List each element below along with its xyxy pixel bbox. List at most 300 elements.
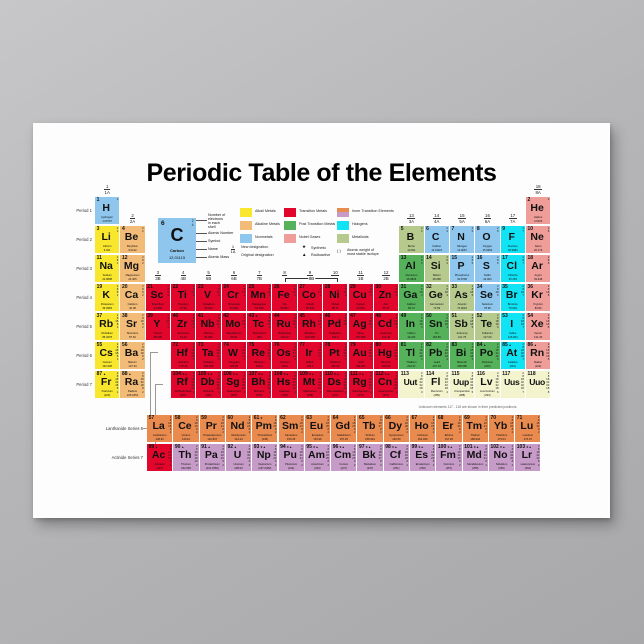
isotope-marker-icon: ★▲ [257,372,264,376]
element-mass: 65.37 [382,306,390,310]
electron-shells: 2 8 10 2 [191,284,195,298]
element-name: Polonium [481,360,494,364]
element-He [526,197,550,224]
element-symbol: Np [256,449,271,461]
electron-shells: 2 8 18 8 [546,284,550,298]
electron-shells: 2 [547,197,550,201]
electron-shells: 2 8 18 18 7 [520,313,524,330]
example-shells: 2 4 [191,219,194,227]
element-Md [463,444,488,471]
element-Te [475,313,499,340]
element-symbol: Tb [362,420,376,432]
element-name: Bismuth [457,360,467,364]
element-mass: 18.9984 [507,248,518,252]
element-mass: 164.930 [417,437,428,441]
element-name: Germanium [429,302,444,306]
element-Ga [399,284,423,311]
group-number: 11 [358,270,363,275]
electron-shells: 2 8 18 15 1 [292,313,296,330]
atomic-number: 25 [248,284,255,290]
atomic-number: 19 [96,284,103,290]
element-name: Hydrogen [101,215,113,219]
element-mass: 22.9898 [102,277,113,281]
example-atomic-number: 6 [161,219,165,227]
isotope-marker-icon: ★▲ [231,372,239,376]
electron-shells: 2 8 8 [547,255,550,266]
atomic-number: 100 ★▲ [437,444,453,450]
group-number: 14 [434,213,440,218]
atomic-number: 12 [121,255,128,261]
element-Yb [489,415,514,442]
element-Ag [349,313,373,340]
atomic-number: 81 [400,342,407,348]
element-name: Xenon [534,331,542,335]
element-name: Phosphorus [454,273,470,277]
atomic-number: 87 ▲ [96,371,106,377]
element-mass: 232.038 [181,466,191,470]
atomic-number: 97 ★▲ [358,444,372,450]
legend-label: Nobel Gases [299,234,321,239]
atomic-number: 49 [400,313,407,319]
element-mass: (258) [472,466,479,470]
element-In [399,313,423,340]
atomic-number: 101 ★▲ [464,444,480,450]
element-mass: 157.25 [339,437,348,441]
isotope-marker-icon: ▲ [482,343,487,347]
atomic-number: 95 ★▲ [306,444,319,450]
atomic-number: 57 [148,415,155,421]
element-name: Uranium [233,462,244,466]
electron-shells: 2 8 7 [522,255,524,266]
element-mass: (288) [458,393,466,397]
electron-shells: 2 8 18 32 22 9 2 [273,444,277,467]
element-No [489,444,514,471]
element-La [147,415,172,442]
element-symbol: Os [276,347,291,359]
group-number: 4 [182,270,185,275]
element-symbol: Y [153,318,161,330]
electron-shells: 2 8 18 28 8 2 [404,415,408,435]
atomic-number: 111 ★▲ [350,371,365,377]
element-name: Sodium [102,273,112,277]
element-symbol: Ge [428,289,443,301]
element-mass: (210) [509,364,516,368]
group-number: 2 [131,213,134,218]
legend-label: Alkali Metals [255,208,276,213]
element-mass: (252) [419,466,426,470]
element-symbol: Bi [455,347,467,359]
element-symbol: P [457,260,465,272]
element-name: Meitnerium [303,389,317,393]
isotope-marker-icon: ▲ [180,445,185,449]
element-Uus [501,371,525,398]
element-Ds [323,371,347,398]
element-Mg [120,255,144,282]
atomic-number: 37 [96,313,103,319]
electron-shells: 2 1 [116,226,119,234]
electron-shells: 2 8 18 27 8 2 [378,415,382,435]
electron-shells: 2 8 4 [446,255,448,266]
element-Ra [120,371,144,398]
isotope-marker-icon: ★ [259,416,263,420]
element-mass: 107.868 [355,335,366,339]
element-name: Thorium [181,462,191,466]
element-name: Gold [357,360,364,364]
element-mass: 126.904 [507,335,518,339]
isotope-marker-icon: ★▲ [446,445,453,449]
electron-shells: 2 8 18 25 9 2 [352,415,356,435]
element-name: Tin [434,331,439,335]
electron-shells: 2 8 18 32 25 9 2 [352,444,356,467]
atomic-number: 21 [147,284,153,290]
element-Ar [526,255,550,282]
atomic-number: 110 ★▲ [324,371,340,377]
element-name: Samarium [285,433,298,437]
electron-shells: 2 8 18 13 2 [267,313,271,330]
group-designation: 6B [231,276,237,281]
element-symbol: Ti [177,289,187,301]
group-label-9 [298,270,322,276]
element-mass: 151.96 [313,437,322,441]
element-name: Hafnium [178,360,189,364]
radioactive-label: Radioactive [311,253,331,257]
electron-shells: 2 8 18 32 32 18 5 [470,371,474,394]
electron-shells: 2 8 18 18 9 2 [168,415,172,435]
electron-shells: 2 8 9 2 [167,284,170,298]
electron-shells: 2 8 18 19 9 2 [194,415,198,435]
electron-shells: 2 8 13 2 [267,284,271,298]
atomic-number: 23 [197,284,204,290]
weight-note-label: Atomic weight of most stable isotope [347,248,379,256]
element-symbol: Sg [226,376,240,388]
electron-shells: 2 2 [142,226,144,234]
element-symbol: S [482,260,490,272]
group-label-8 [272,270,296,276]
electron-shells: 2 8 18 18 8 2 [140,342,144,362]
element-Uut [399,371,423,398]
element-mass: (268) [306,393,314,397]
element-symbol: La [152,420,165,432]
group-designation: 5A [459,219,465,224]
element-Zr [171,313,195,340]
element-Sr [120,313,144,340]
element-mass: 91.22 [179,335,187,339]
element-Ca [120,284,144,311]
element-mass: 92.906 [204,335,213,339]
isotope-marker-icon: ★▲ [498,445,506,449]
group-designation: 4A [434,219,440,224]
element-mass: (262) [205,393,212,397]
atomic-number: 90 ▲ [174,444,185,450]
atomic-number: 40 [172,313,179,319]
atomic-number: 71 [516,415,523,421]
atomic-number: 50 [426,313,432,319]
legend-label: Halogens [352,221,368,226]
element-Hf [171,342,195,369]
legend-label: Nonmetals [255,234,273,239]
element-name: Vanadium [202,302,215,306]
element-Au [349,342,373,369]
element-Uup [450,371,474,398]
element-mass: 78.96 [484,306,491,310]
atomic-number: 106 ★▲ [223,371,239,377]
callout-line [196,249,207,250]
element-mass: (262) [524,466,531,470]
group-designation: 7A [510,219,516,224]
electron-shells: 2 8 13 1 [241,284,246,298]
element-mass: 178.49 [179,364,188,368]
element-Fm [436,444,461,471]
legend-swatch-tm [284,208,296,217]
element-name: Einsteinium [415,462,430,466]
atomic-number: 24 [223,284,229,290]
element-symbol: Rg [352,376,367,388]
element-Rb [95,313,119,340]
atomic-number: 73 [197,342,204,348]
electron-shells: 2 8 18 1 [368,284,372,298]
element-mass: (244) [288,466,295,470]
isotope-marker-icon: ★▲ [259,445,266,449]
element-symbol: Ho [414,420,429,432]
element-name: Mercury [381,360,391,364]
element-Hs [272,371,296,398]
element-name: Carbon [432,244,442,248]
atomic-number: 96 ★▲ [332,444,345,450]
element-symbol: Uuo [529,377,546,387]
element-symbol: Ar [531,260,543,272]
electron-shells: 2 8 18 32 18 5 [470,342,474,362]
atomic-number: 59 [201,415,207,421]
electron-shells: 2 8 18 18 8 1 [115,342,119,362]
group-label-14 [425,213,449,224]
atomic-number: 28 [324,284,331,290]
element-B [399,226,423,253]
element-symbol: Te [480,318,493,330]
callout-atomic-number: Atomic Number [208,230,234,235]
atomic-number: 66 [385,415,391,421]
element-symbol: Mg [123,260,140,272]
element-name: Rubidium [101,331,113,335]
element-name: Scandium [151,302,164,306]
electron-shells: 2 8 18 32 14 2 [292,342,296,362]
element-Cm [331,444,356,471]
electron-shells: 2 8 18 32 32 10 2 [191,371,195,394]
element-mass: 144.24 [234,437,243,441]
element-symbol: Po [479,347,494,359]
element-symbol: Pd [327,318,342,330]
element-Se [475,284,499,311]
element-symbol: Ac [151,449,166,461]
group-number: 1 [105,184,109,189]
isotope-marker-icon: ★▲ [206,372,213,376]
element-name: Fluorine [507,244,518,248]
element-symbol: Md [466,449,482,461]
element-mass: (289) [433,393,440,397]
electron-shells: 2 8 6 [497,255,499,266]
atomic-number: 47 [350,313,356,319]
element-mass: 174.97 [523,437,532,441]
atomic-number: 2 [527,197,531,203]
element-symbol: Tm [466,420,483,432]
element-Nd [226,415,251,442]
atomic-number: 11 [96,255,102,261]
electron-shells: 2 8 18 32 11 2 [216,342,220,362]
electron-shells: 2 5 [471,226,474,234]
atomic-number: 82 [426,342,432,348]
atomic-number: 52 [476,313,483,319]
atomic-number: 114 [426,371,435,377]
electron-shells: 2 8 18 32 30 8 2 [457,444,461,467]
atomic-number: 70 [490,415,497,421]
element-symbol: Mo [225,318,241,330]
element-Pa [200,444,225,471]
element-symbol: Na [99,260,113,272]
example-symbol: C [170,225,184,245]
element-symbol: Db [200,376,215,388]
element-symbol: Ga [403,289,418,301]
electron-shells: 2 8 18 25 8 2 [325,415,330,435]
callout-line [196,233,207,234]
element-mass: 200.59 [381,364,391,368]
element-name: Lawrencium [520,462,536,466]
element-mass: (277) [382,393,390,397]
element-symbol: Lv [480,376,493,388]
element-Hg [374,342,398,369]
element-Dy [384,415,409,442]
element-symbol: Ra [124,376,139,388]
element-mass: 183.85 [229,364,239,368]
isotope-marker-icon: ★▲ [390,445,398,449]
isotope-marker-icon: ★▲ [307,372,315,376]
element-symbol: Am [307,449,325,461]
atomic-number: 113 [400,371,409,377]
element-Ir [298,342,322,369]
electron-shells: 2 8 18 32 20 9 2 [220,444,224,467]
element-Ni [323,284,347,311]
element-N [450,226,474,253]
group-label-3 [146,270,170,281]
element-mass: 20.179 [533,248,543,252]
electron-shells: 2 8 18 32 32 8 3 [536,444,540,467]
element-symbol: Ni [329,289,340,301]
legend-label: Inner Transition Elements [352,208,394,213]
group-label-12 [374,270,398,281]
element-symbol: Cl [506,260,518,272]
element-mass: 28.086 [432,277,441,281]
electron-shells: 2 8 18 18 3 [419,313,423,330]
atomic-number: 20 [121,284,128,290]
electron-shells: 2 6 [497,226,499,234]
element-name: Nitrogen [456,244,468,248]
element-mass: (266) [230,393,238,397]
legend-swatch-ln [337,208,349,217]
element-Db [196,371,220,398]
atomic-number: 118 [527,371,536,377]
element-mass: 101.07 [280,335,289,339]
element-mass: 238.03 [234,466,243,470]
element-symbol: K [102,289,110,301]
element-mass: 12.01115 [431,248,443,252]
element-mass: 127.60 [483,335,492,339]
element-symbol: N [457,231,465,243]
element-name: Beryllium [126,244,139,248]
group-label-18 [526,184,550,195]
atomic-number: 29 [350,284,356,290]
element-mass: 58.933 [305,306,315,310]
element-symbol: Se [480,289,493,301]
element-Kr [526,284,550,311]
element-mass: (99) [256,335,262,339]
element-name: Lead [433,360,440,364]
atomic-number: 61 ★ [253,415,263,421]
element-name: Osmium [279,360,290,364]
element-Sb [450,313,474,340]
element-mass: 138.91 [155,437,164,441]
element-name: Curium [339,462,349,466]
element-name: Francium [101,389,113,393]
electron-shells: 2 8 18 24 8 2 [299,415,303,435]
electron-shells: 2 8 18 32 18 4 [444,342,448,362]
electron-shells: 2 8 18 32 32 18 3 [419,371,423,394]
element-name: Potassium [100,302,114,306]
element-symbol: Fl [431,376,441,388]
group-designation: 3A [408,219,415,224]
atomic-number: 1 [96,197,100,203]
element-name: Cesium [102,360,112,364]
atomic-number: 108 ★▲ [274,371,289,377]
group-label-5 [196,270,220,281]
electron-shells: 2 8 18 32 18 9 2 [168,444,172,467]
electron-shells: 2 8 18 18 [343,313,347,327]
element-symbol: Si [430,260,441,272]
element-name: Zirconium [177,331,190,335]
element-symbol: H [102,202,110,214]
group-8b-bracket: 8B [285,278,338,282]
element-mass: 137.33 [128,364,137,368]
element-mass: 118.69 [432,335,441,339]
element-mass: 4.0026 [533,219,543,223]
element-name: Yttrium [153,331,163,335]
atomic-number: 69 [464,415,470,421]
legend-swatch-md [337,234,349,243]
element-Ti [171,284,195,311]
element-mass: 106.4 [331,335,339,339]
period-label-2: Period 2 [76,237,92,242]
element-symbol: Lu [520,420,534,432]
element-mass: 74.9216 [457,306,467,310]
electron-shells: 2 8 18 10 2 [191,313,195,330]
electron-shells: 2 8 18 32 21 9 2 [247,444,251,467]
element-name: Platinum [330,360,341,364]
element-name: Terbium [365,433,375,437]
atomic-number: 103 ★▲ [516,444,532,450]
isotope-marker-icon: ★▲ [472,445,480,449]
element-name: Iron [282,302,287,306]
element-name: Protactinium [204,462,220,466]
element-mass: 10.811 [407,248,416,252]
element-mass: 190.2 [281,364,288,368]
element-Cu [349,284,373,311]
legend-example-cell [158,218,196,263]
element-Es [410,444,435,471]
element-Ba [120,342,144,369]
element-name: Nobelium [495,462,508,466]
element-Ta [196,342,220,369]
electron-shells: 2 8 18 13 1 [241,313,246,330]
element-mass: 226.0254 [126,393,139,397]
electron-shells: 2 4 [446,226,448,234]
element-name: Gadolinium [336,433,351,437]
